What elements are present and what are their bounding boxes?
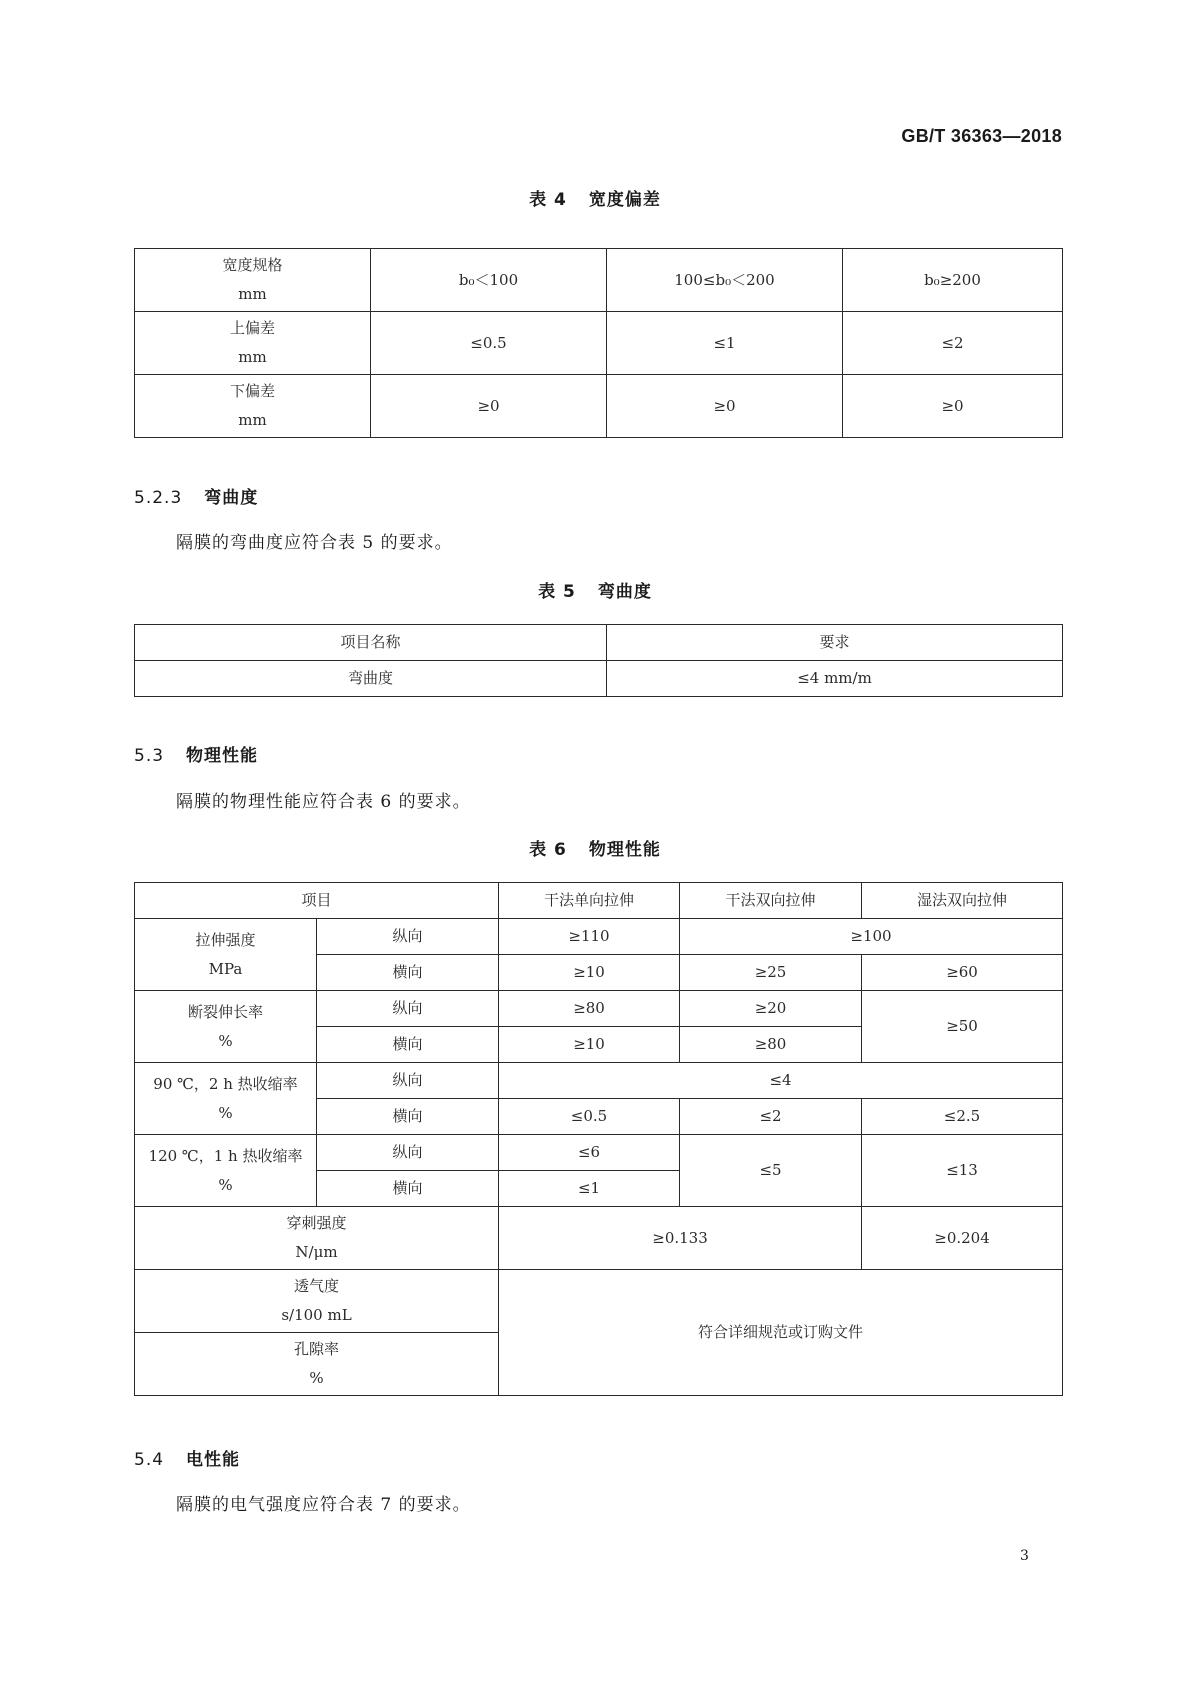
table-cell: ≤0.5 <box>499 1099 680 1135</box>
row-unit: mm <box>238 285 267 303</box>
section-title: 电性能 <box>186 1450 241 1470</box>
table-cell: ≥60 <box>862 955 1063 991</box>
table-row <box>135 1207 1063 1270</box>
column-header: 项目名称 <box>135 625 607 661</box>
table5-caption-title: 弯曲度 <box>597 582 652 602</box>
table-cell: ≥0 <box>843 375 1063 438</box>
direction-cell: 纵向 <box>317 919 499 955</box>
row-label: 拉伸强度 <box>195 930 256 949</box>
direction-cell: 纵向 <box>317 1135 499 1171</box>
table-cell: ≤6 <box>499 1135 680 1171</box>
direction-cell: 纵向 <box>317 991 499 1027</box>
table-cell: ≥20 <box>680 991 862 1027</box>
table-cell: ≥0.204 <box>862 1207 1063 1270</box>
table-row <box>135 375 1063 438</box>
table5-curvature <box>134 624 1063 697</box>
table6-physical-properties <box>134 882 1063 1396</box>
direction-cell: 纵向 <box>317 1063 499 1099</box>
row-label-cell <box>135 1135 317 1207</box>
table-row <box>135 661 1063 697</box>
table-cell: ≥0 <box>371 375 607 438</box>
column-header: 项目 <box>135 883 499 919</box>
section-title: 弯曲度 <box>204 488 259 508</box>
table4-width-deviation <box>134 248 1063 438</box>
row-unit: mm <box>238 411 267 429</box>
table4-caption-title: 宽度偏差 <box>588 190 661 210</box>
section-5-3-text: 隔膜的物理性能应符合表 6 的要求。 <box>176 792 471 812</box>
table-row <box>135 1063 1063 1099</box>
table4-caption <box>0 185 1190 210</box>
table-cell: ≥110 <box>499 919 680 955</box>
row-label-cell <box>135 1333 499 1396</box>
table-cell: ≥10 <box>499 1027 680 1063</box>
direction-cell: 横向 <box>317 1171 499 1207</box>
table-cell: ≥10 <box>499 955 680 991</box>
table-cell: 100≤b₀＜200 <box>607 249 843 312</box>
table-header-row <box>135 625 1063 661</box>
table-cell: 弯曲度 <box>135 661 607 697</box>
table6-caption-number: 表 6 <box>529 840 567 860</box>
section-title: 物理性能 <box>186 746 259 766</box>
row-label: 透气度 <box>294 1277 340 1295</box>
table-cell: ≥0 <box>607 375 843 438</box>
table-row <box>135 1135 1063 1171</box>
section-5-2-3-text: 隔膜的弯曲度应符合表 5 的要求。 <box>176 533 453 553</box>
table5-caption <box>0 577 1190 602</box>
table-row <box>135 991 1063 1027</box>
row-unit: % <box>218 1031 233 1050</box>
table-cell: ≤5 <box>680 1135 862 1207</box>
direction-cell: 横向 <box>317 955 499 991</box>
section-number: 5.3 <box>134 746 165 766</box>
row-unit: MPa <box>208 959 243 978</box>
row-unit: N/μm <box>295 1243 338 1261</box>
table6-caption <box>0 835 1190 860</box>
table5-caption-number: 表 5 <box>538 582 576 602</box>
row-label: 孔隙率 <box>294 1340 340 1358</box>
direction-cell: 横向 <box>317 1027 499 1063</box>
table-row <box>135 1270 1063 1333</box>
row-unit: mm <box>238 348 267 366</box>
section-5-4-text: 隔膜的电气强度应符合表 7 的要求。 <box>176 1495 471 1515</box>
table-cell: ≤4 <box>499 1063 1063 1099</box>
table-cell: ≤13 <box>862 1135 1063 1207</box>
row-label-cell <box>135 1063 317 1135</box>
table6-caption-title: 物理性能 <box>588 840 661 860</box>
table-cell: ≥0.133 <box>499 1207 862 1270</box>
table-cell: ≤2 <box>843 312 1063 375</box>
row-unit: s/100 mL <box>281 1306 352 1324</box>
table-row <box>135 312 1063 375</box>
row-label: 宽度规格 <box>222 256 283 274</box>
column-header: 湿法双向拉伸 <box>862 883 1063 919</box>
standard-code: GB/T 36363—2018 <box>901 126 1062 146</box>
section-5-3-heading <box>134 741 258 766</box>
row-label-cell <box>135 249 371 312</box>
table-cell: ≥25 <box>680 955 862 991</box>
direction-cell: 横向 <box>317 1099 499 1135</box>
row-label: 上偏差 <box>229 319 275 337</box>
section-number: 5.4 <box>134 1450 165 1470</box>
row-unit: % <box>218 1175 233 1194</box>
row-label-cell <box>135 312 371 375</box>
row-label-cell <box>135 991 317 1063</box>
table-cell: ≥80 <box>499 991 680 1027</box>
row-label: 穿刺强度 <box>286 1214 347 1232</box>
table-cell: ≤0.5 <box>371 312 607 375</box>
row-label-cell <box>135 375 371 438</box>
column-header: 干法单向拉伸 <box>499 883 680 919</box>
table-cell: ≤2 <box>680 1099 862 1135</box>
section-number: 5.2.3 <box>134 488 183 508</box>
table-header-row <box>135 883 1063 919</box>
row-label-cell <box>135 1207 499 1270</box>
table4-caption-number: 表 4 <box>529 190 567 210</box>
table-cell: 符合详细规范或订购文件 <box>499 1270 1063 1396</box>
table-row <box>135 919 1063 955</box>
table-cell: ≥80 <box>680 1027 862 1063</box>
table-cell: ≤1 <box>499 1171 680 1207</box>
table-cell: ≤1 <box>607 312 843 375</box>
section-5-4-heading <box>134 1445 240 1470</box>
table-cell: ≥100 <box>680 919 1063 955</box>
row-label: 120 ℃，1 h 热收缩率 <box>148 1146 303 1165</box>
table-cell: ≤2.5 <box>862 1099 1063 1135</box>
table-cell: ≤4 mm/m <box>607 661 1063 697</box>
column-header: 要求 <box>607 625 1063 661</box>
page-number: 3 <box>1020 1548 1029 1564</box>
table-cell: ≥50 <box>862 991 1063 1063</box>
row-label: 断裂伸长率 <box>187 1002 263 1021</box>
table-row <box>135 249 1063 312</box>
row-unit: % <box>309 1369 324 1387</box>
row-unit: % <box>218 1103 233 1122</box>
table-cell: b₀≥200 <box>843 249 1063 312</box>
column-header: 干法双向拉伸 <box>680 883 862 919</box>
row-label: 下偏差 <box>229 382 275 400</box>
table-cell: b₀＜100 <box>371 249 607 312</box>
section-5-2-3-heading <box>134 483 258 508</box>
row-label: 90 ℃，2 h 热收缩率 <box>153 1074 298 1093</box>
row-label-cell <box>135 919 317 991</box>
row-label-cell <box>135 1270 499 1333</box>
